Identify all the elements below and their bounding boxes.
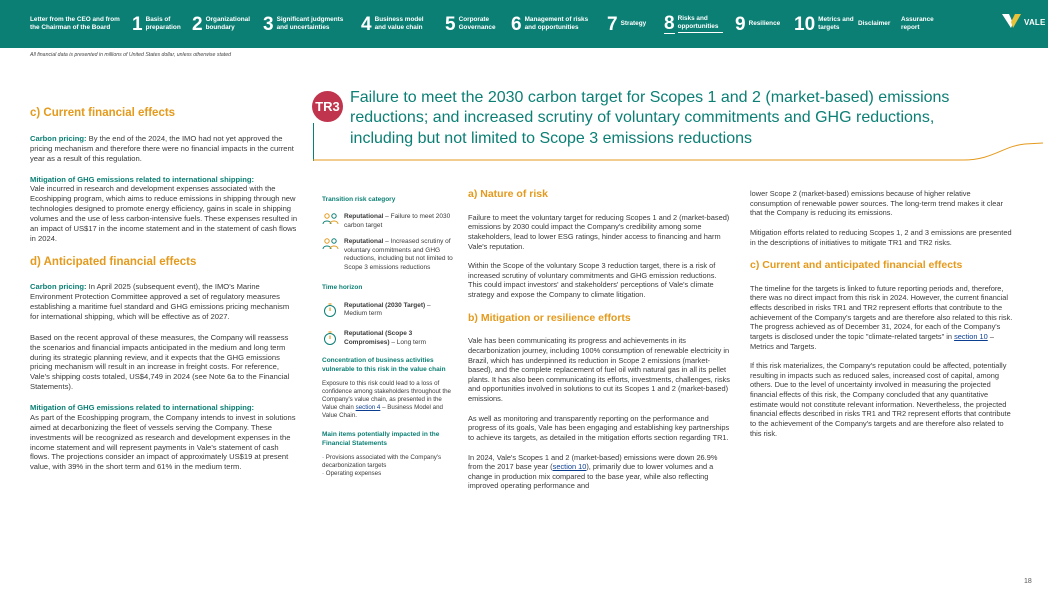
inline-title: Carbon pricing: [30, 133, 87, 143]
risk-type: Reputational [344, 213, 384, 221]
inline-title: Carbon pricing: [30, 282, 87, 292]
recent-approval-paragraph: Based on the recent approval of these measures, the Company will reassess the scenarios and financial impacts anticipated in the medium and long term during its strategic planning review, and it expects that the GHG emissions pricing mechanism will result in an increase in freight costs. For reference, Vale's shipping costs totaled, US$4,749 in 2024 (see Note 6a to the Financial Statements). [30, 332, 290, 392]
stopwatch-icon [322, 330, 340, 346]
time-horizon-type: Reputational (2030 Target) [344, 301, 426, 309]
section-4-link[interactable]: section 4 [355, 404, 381, 412]
nav-number: 8 [664, 13, 675, 34]
mitigation-paragraph: As well as monitoring and transparently reporting on the performance and progress of its goals, Vale has been engaging and establishing key partnerships to achieve its targets, as detailed in the mitigation efforts section regarding TR1. [468, 413, 730, 442]
nav-label: Assurance report [901, 16, 934, 31]
nav-number: 6 [511, 13, 522, 35]
nav-item-9[interactable] [735, 0, 780, 48]
nature-paragraph: Failure to meet the voluntary target for reducing Scopes 1 and 2 (market-based) emissions by 2030 could impact the Company's credibility among some stakeholders, lead to lower ESG ratings, hinder access to financing and harm Vale's reputation. [468, 212, 730, 251]
risk-description: – Failure to meet 2030 carbon target [344, 213, 451, 229]
top-navigation [0, 0, 1048, 48]
carbon-pricing-paragraph [30, 134, 298, 164]
mitigation-paragraph [30, 175, 298, 244]
concentration-tail: – Business Model and Value Chain. [322, 404, 443, 420]
nav-label: Significant judgments and uncertainties [276, 16, 344, 31]
nav-number: 1 [132, 13, 143, 35]
vale-logo[interactable] [1002, 14, 1046, 30]
time-horizon-item [322, 330, 454, 347]
risk-title: Failure to meet the 2030 carbon target for Scopes 1 and 2 (market-based) emissions reductions; and increased scrutiny of voluntary commitments and GHG reductions, including but not limited to Scope 3 emissions reductions [350, 89, 950, 147]
nav-label: Resilience [748, 20, 781, 27]
nav-item-letter[interactable] [30, 0, 125, 48]
stopwatch-icon [322, 302, 340, 318]
paragraph-text: ), primarily due to lower volumes and a change in production mix compared to the base year, while also reflecting improved operating performance and [468, 462, 714, 491]
section-10-link[interactable]: section 10 [954, 331, 988, 341]
nav-number: 7 [607, 13, 618, 35]
mitigation-reference-paragraph: Mitigation efforts related to reducing Scopes 1, 2 and 3 emissions are presented in the descriptions of initiatives to mitigate TR1 and TR2 risks. [750, 227, 1012, 247]
paragraph-text: By the end of the 2024, the IMO had not yet approved the pricing mechanism and therefore there were no financial impacts in the current year as a result of this regulation. [30, 133, 294, 163]
impacted-item: · Provisions associated with the Company's decarbonization targets [322, 454, 442, 470]
main-items-title: Main items potentially impacted in the Financial Statements [322, 431, 440, 447]
mitigation-paragraph: Vale has been communicating its progress and achievements in its decarbonization journey, including 100% consumption of renewable electricity in Brazil, which has underpinned its reduction in Scope 2 emissions (market-based), and the complete replacement of fuel oil with natural gas in all its pellet plants. It has also been communicating its efforts, investments, challenges, risks and opportunities involved in solutions to cut its Scopes 1 and 2 (market-based) emissions. [468, 336, 730, 404]
nav-label: Metrics and targets [818, 16, 854, 31]
time-horizon-item [322, 302, 454, 319]
nav-item-7[interactable] [607, 0, 646, 48]
paragraph-text: In 2024, Vale's Scopes 1 and 2 (market-based) emissions were down 26.9% from the 2017 base year ( [468, 452, 718, 472]
risk-category-item [322, 238, 454, 272]
nav-number: 4 [361, 13, 372, 35]
time-horizon-text [344, 330, 454, 347]
nav-label: Letter from the CEO and from the Chairman of the Board [30, 16, 120, 31]
risk-description: – Increased scrutiny of voluntary commitments and GHG reductions, including but not limited to Scope 3 emissions reductions [344, 238, 453, 271]
risk-type: Reputational [344, 238, 384, 246]
nav-item-4[interactable] [361, 0, 435, 48]
nav-item-5[interactable] [445, 0, 504, 48]
paragraph-text: In April 2025 (subsequent event), the IMO's Marine Environment Protection Committee approved a set of regulatory measures establishing a maritime fuel standard and GHG emissions pricing mechanism for international shipping, which will be effective as of 2027. [30, 282, 290, 322]
nav-label: Corporate Governance [458, 16, 496, 31]
timeline-paragraph [750, 284, 1014, 351]
financial-data-note: All financial data is presented in millions of United States dollar, unless otherwise stated [30, 52, 231, 58]
paragraph-text: – Metrics and Targets. [750, 331, 994, 351]
block-title: Mitigation of GHG emissions related to international shipping: [30, 174, 255, 184]
nav-label: Business model and value chain [374, 16, 424, 31]
nav-label: Organizational boundary [205, 16, 250, 31]
nav-number: 2 [192, 13, 203, 35]
materialization-paragraph: If this risk materializes, the Company's reputation could be affected, potentially resulting in impacts such as reduced sales, increased cost of capital, among others. Due to the level of uncertainty involved in measuring the projected financial effects of this risk, the Company concluded that any quantitative estimate would not constitute relevant information. Nevertheless, the projected financial effects described in risks TR1 and TR2 represent efforts that contribute to the achievement of the Company's targets and are therefore also related to this risk. [750, 361, 1011, 438]
risk-category-text [344, 238, 454, 272]
nature-paragraph: Within the Scope of the voluntary Scope 3 reduction target, there is a risk of increased scrutiny of voluntary commitments and GHG emission reductions. This could impact investors' and stakeholders' perceptions of Vale's climate strategy and expose the Company to climate litigation. [468, 261, 717, 300]
risk-sidebar [322, 196, 454, 479]
mitigation-paragraph [30, 403, 298, 472]
nav-item-3[interactable] [263, 0, 352, 48]
time-horizon-term: – Long term [389, 338, 427, 346]
financial-effects-heading: c) Current and anticipated financial effects [750, 259, 963, 272]
content-column-1 [468, 188, 732, 501]
nav-item-10[interactable] [794, 0, 858, 48]
risk-category-item [322, 213, 454, 230]
nav-label: Disclaimer [858, 20, 891, 27]
time-horizon-text [344, 302, 454, 319]
nav-label: Risks and opportunities [678, 15, 723, 33]
nature-of-risk-heading: a) Nature of risk [468, 188, 548, 200]
content-column-2 [750, 189, 1014, 448]
mitigation-paragraph [468, 453, 732, 492]
people-icon [322, 213, 340, 227]
continued-paragraph: lower Scope 2 (market-based) emissions because of higher relative consumption of renewable power sources. The long-term trend makes it clear that the Company is reducing its emissions. [750, 189, 1003, 218]
vale-logo-icon [1002, 14, 1022, 30]
time-horizon-title: Time horizon [322, 284, 363, 292]
paragraph-text: As part of the Ecoshipping program, the Company intends to invest in solutions aimed at decarbonizing the fleet of vessels serving the Company. These investments will be recognized as research and development expenses in the income statement and will represent payments in Vale's statement of cash flows. The projections consider an impact of approximately US$19 at present value, with 39% in the short term and 61% in the medium term. [30, 412, 296, 472]
page-number: 18 [1024, 578, 1032, 585]
concentration-body: Exposure to this risk could lead to a loss of confidence among stakeholders throughout the Company's value chain, as presented in the Value chain [322, 380, 451, 412]
nav-item-disclaimer[interactable] [858, 0, 890, 48]
nav-number: 9 [735, 13, 746, 35]
concentration-text [322, 380, 454, 420]
nav-item-2[interactable] [192, 0, 256, 48]
carbon-pricing-paragraph [30, 282, 298, 321]
risk-badge: TR3 [312, 91, 343, 122]
risk-category-text [344, 213, 454, 230]
time-horizon-term: – Medium term [344, 301, 431, 317]
nav-item-assurance[interactable] [901, 0, 939, 48]
nav-label: Management of risks and opportunities [524, 16, 589, 31]
current-effects-heading: c) Current financial effects [30, 107, 176, 119]
anticipated-effects-heading: d) Anticipated financial effects [30, 255, 197, 268]
nav-label: Strategy [620, 20, 647, 27]
nav-item-8[interactable] [664, 0, 723, 48]
mitigation-heading: b) Mitigation or resilience efforts [468, 311, 631, 324]
nav-number: 5 [445, 13, 456, 35]
nav-number: 10 [794, 13, 816, 35]
paragraph-text: The timeline for the targets is linked to future reporting periods and, therefore, there was no direct impact from this risk in 2024. However, the current financial effects described in risks TR1 and TR2 represent efforts that contribute to the achievement of the Company's targets and are therefore also related to this risk. The progress achieved as of December 31, 2024, for each of the Company's targets is disclosed under the topic "climate-related targets" in [750, 283, 1013, 341]
concentration-title: Concentration of business activities vulnerable to this risk in the value chain [322, 357, 446, 373]
time-horizon-type: Reputational (Scope 3 Compromises) [344, 330, 413, 346]
nav-number: 3 [263, 13, 274, 35]
left-column [30, 106, 298, 483]
logo-text: VALE [1024, 17, 1046, 27]
nav-item-6[interactable] [511, 0, 595, 48]
nav-item-1[interactable] [132, 0, 186, 48]
decorative-curve [313, 140, 1043, 164]
impacted-item: · Operating expenses [322, 470, 382, 478]
transition-risk-title: Transition risk category [322, 196, 396, 203]
people-icon [322, 238, 340, 252]
paragraph-text: Vale incurred in research and development expenses associated with the Ecoshipping program, which aims to reduce emissions in shipping through new technologies designed to promote energy efficiency, gains in scale in shipping volumes and the use of less carbon-intensive fuels. These expenses resulted in an impact of US$17 in the income statement and in the statement of cash flows in 2024. [30, 184, 298, 243]
section-10-link[interactable]: section 10 [552, 462, 587, 472]
nav-label: Basis of preparation [145, 16, 181, 31]
block-title: Mitigation of GHG emissions related to international shipping: [30, 403, 255, 413]
